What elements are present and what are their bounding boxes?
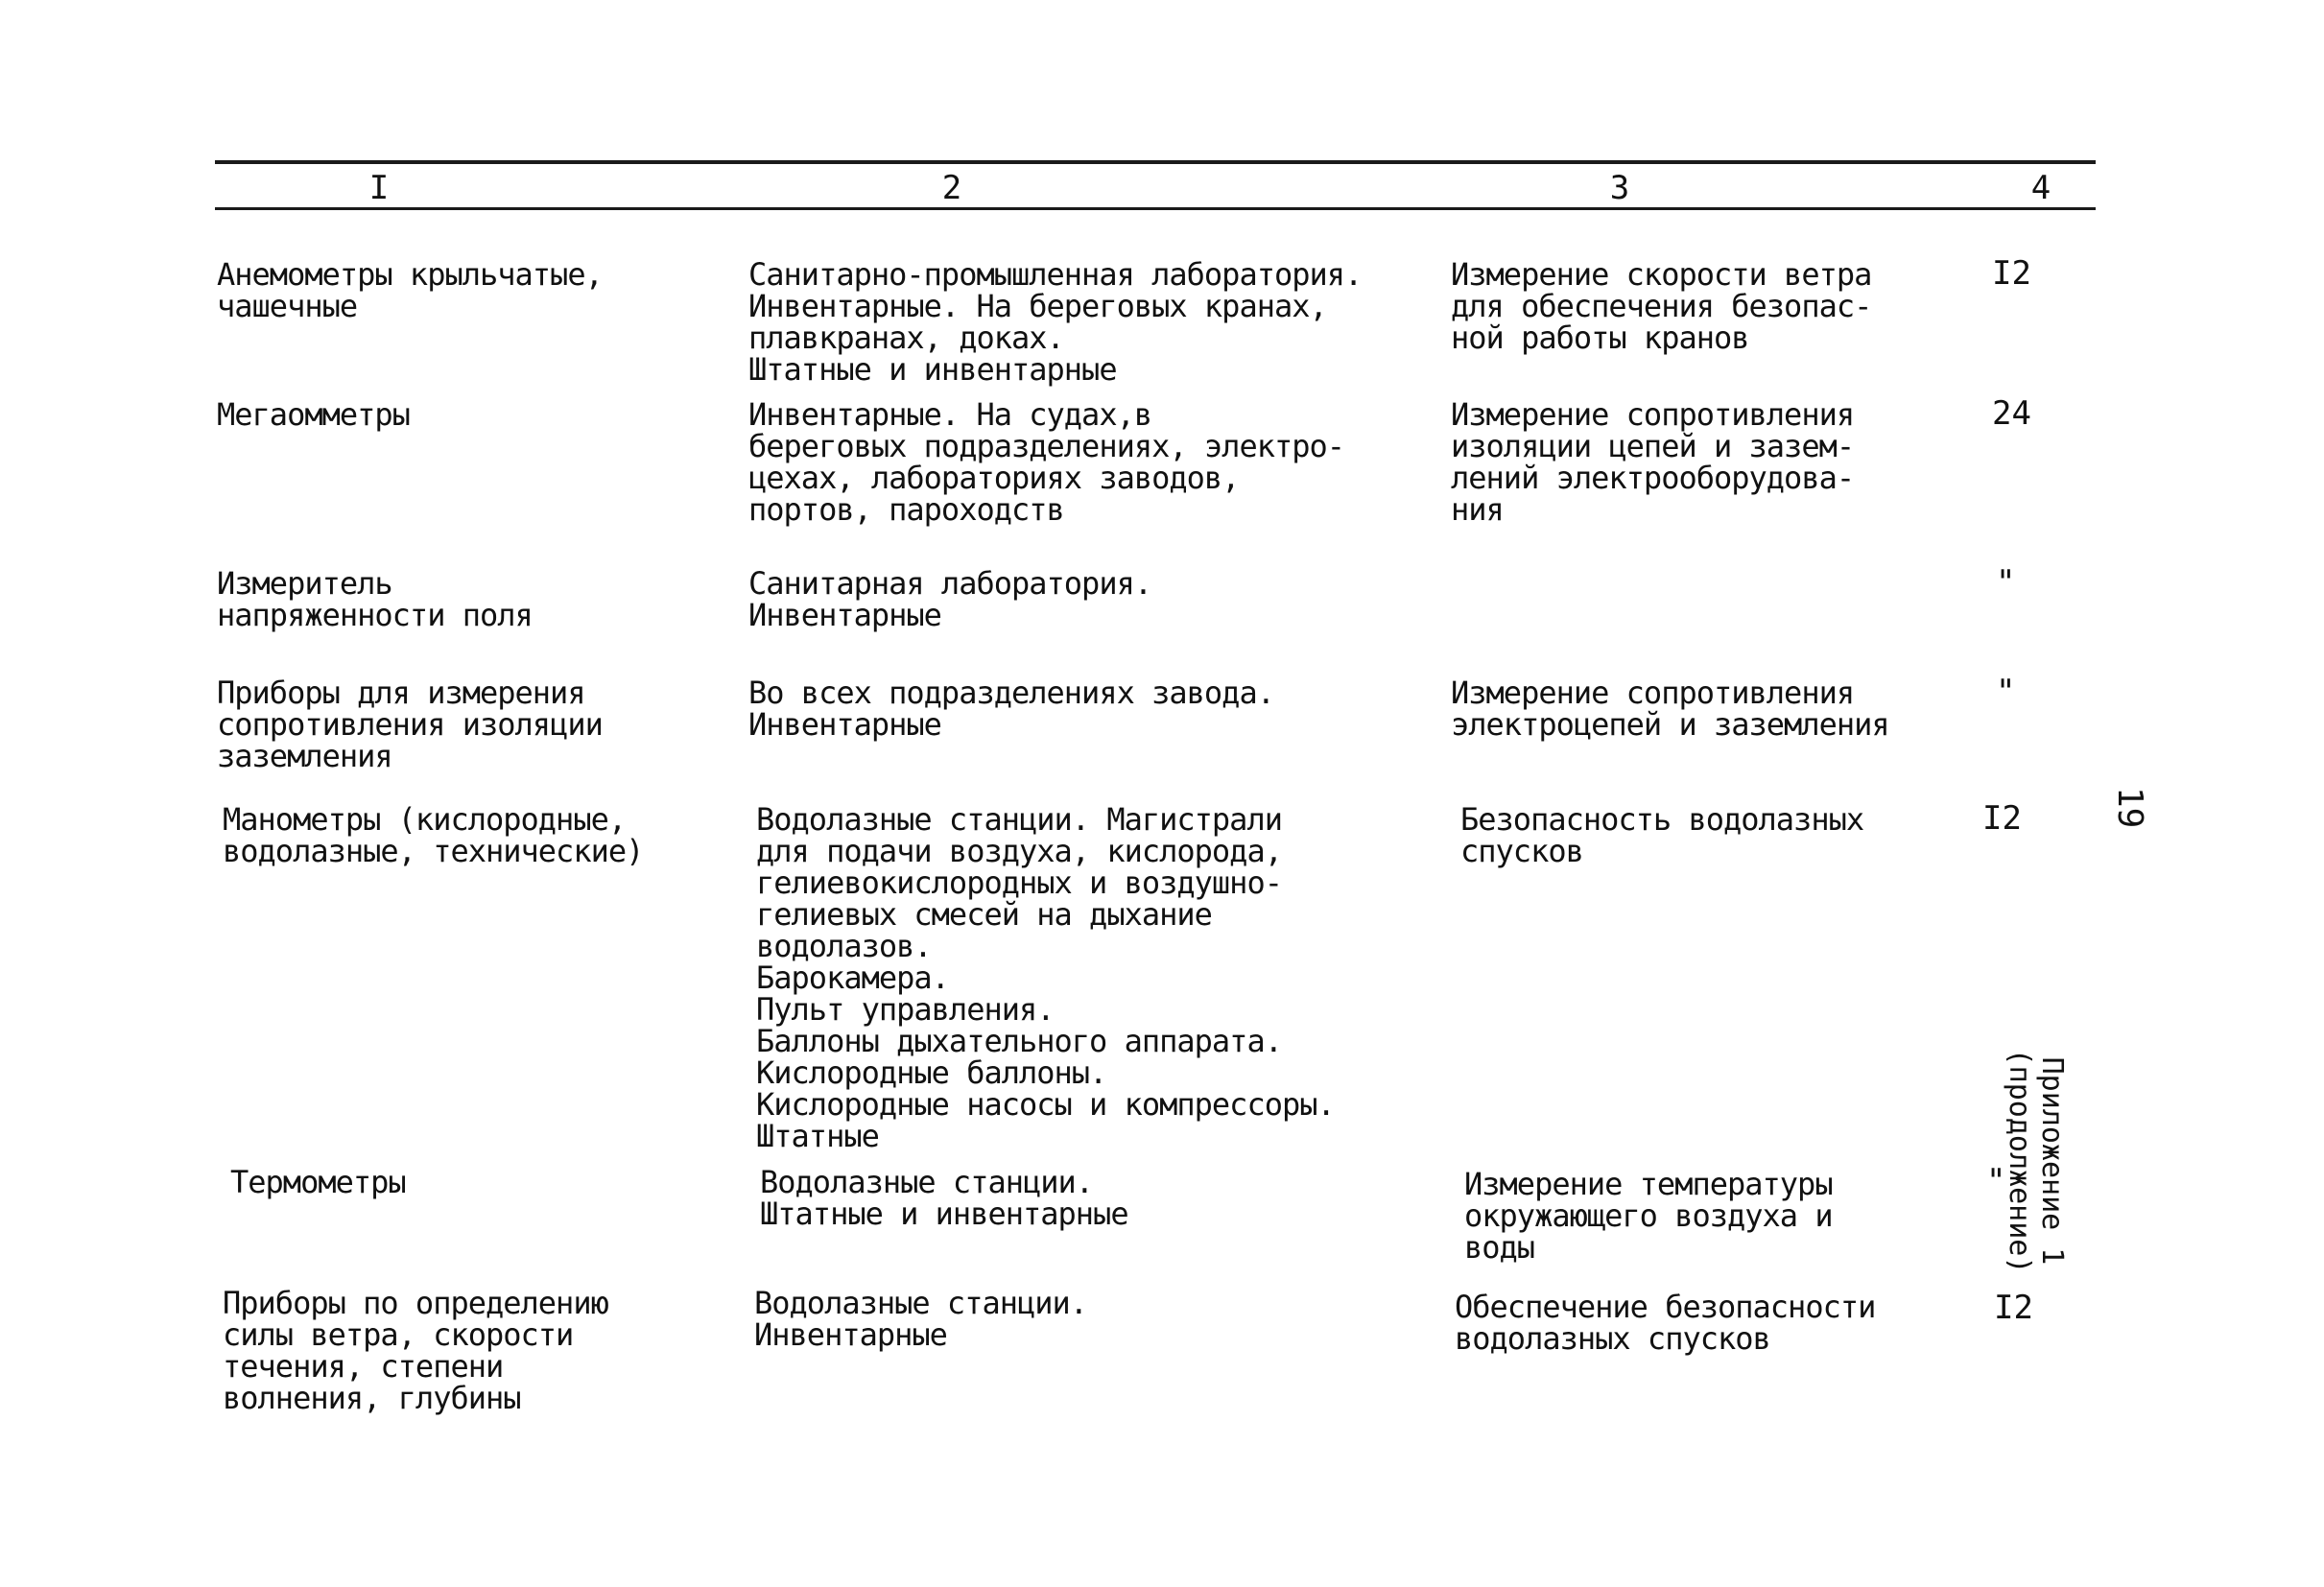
row7-location: Водолазные станции. Инвентарные [754,1285,1088,1353]
row1-purpose: Измерение скорости ветра для обеспечения безопас- ной работы кранов [1451,256,1872,356]
row5-name: Манометры (кислородные, водолазные, технические) [223,801,644,869]
row3-period: " [1996,563,2016,602]
row4-name: Приборы для измерения сопротивления изоляции заземления [217,675,603,774]
row5-period: I2 [1982,799,2022,838]
row5-purpose: Безопасность водолазных спусков [1460,801,1864,869]
row6-period: " [1986,1162,2006,1200]
row4-location: Во всех подразделениях завода. Инвентарные [748,675,1274,743]
column-header-3: 3 [1609,169,1630,207]
row4-purpose: Измерение сопротивления электроцепей и заземления [1451,675,1889,743]
row2-name: Мегаомметры [217,396,410,433]
row2-period: 24 [1992,394,2031,433]
column-header-4: 4 [2030,169,2051,207]
row5-location: Водолазные станции. Магистрали для подачи воздуха, кислорода, гелиевокислородных и воздушно- гелиевых смесей на дыхание водолазов. Барокамера. Пульт управления. Баллоны дыхательного аппарата. Кислородные баллоны. Кислородные насосы и компрессоры. Штатные [756,801,1335,1154]
row3-location: Санитарная лаборатория. Инвентарные [748,565,1152,633]
row3-name: Измеритель напряженности поля [217,565,533,633]
row1-name: Анемометры крыльчатые, чашечные [217,256,603,324]
row1-period: I2 [1992,254,2031,293]
row6-purpose: Измерение температуры окружающего воздуха и воды [1464,1166,1833,1266]
appendix-side-note: Приложение 1 (продолжение) [2003,1048,2069,1274]
column-header-1: I [368,169,390,207]
row6-location: Водолазные станции. Штатные и инвентарные [760,1164,1128,1232]
table-header-rule [215,207,2096,210]
row1-location: Санитарно-промышленная лаборатория. Инвентарные. На береговых кранах, плавкранах, доках. Штатные и инвентарные [748,256,1363,388]
row6-name: Термометры [230,1164,406,1200]
row7-name: Приборы по определению силы ветра, скорости течения, степени волнения, глубины [223,1285,608,1416]
column-header-2: 2 [941,169,962,207]
row7-purpose: Обеспечение безопасности водолазных спусков [1455,1289,1876,1357]
row2-location: Инвентарные. На судах,в береговых подразделениях, электро- цехах, лабораториях заводов, портов, пароходств [748,396,1345,528]
row7-period: I2 [1994,1289,2033,1327]
page-number: 19 [2110,787,2149,829]
row2-purpose: Измерение сопротивления изоляции цепей и зазем- лений электрооборудова- ния [1451,396,1855,528]
table-top-rule [215,160,2096,164]
row4-period: " [1996,673,2016,711]
